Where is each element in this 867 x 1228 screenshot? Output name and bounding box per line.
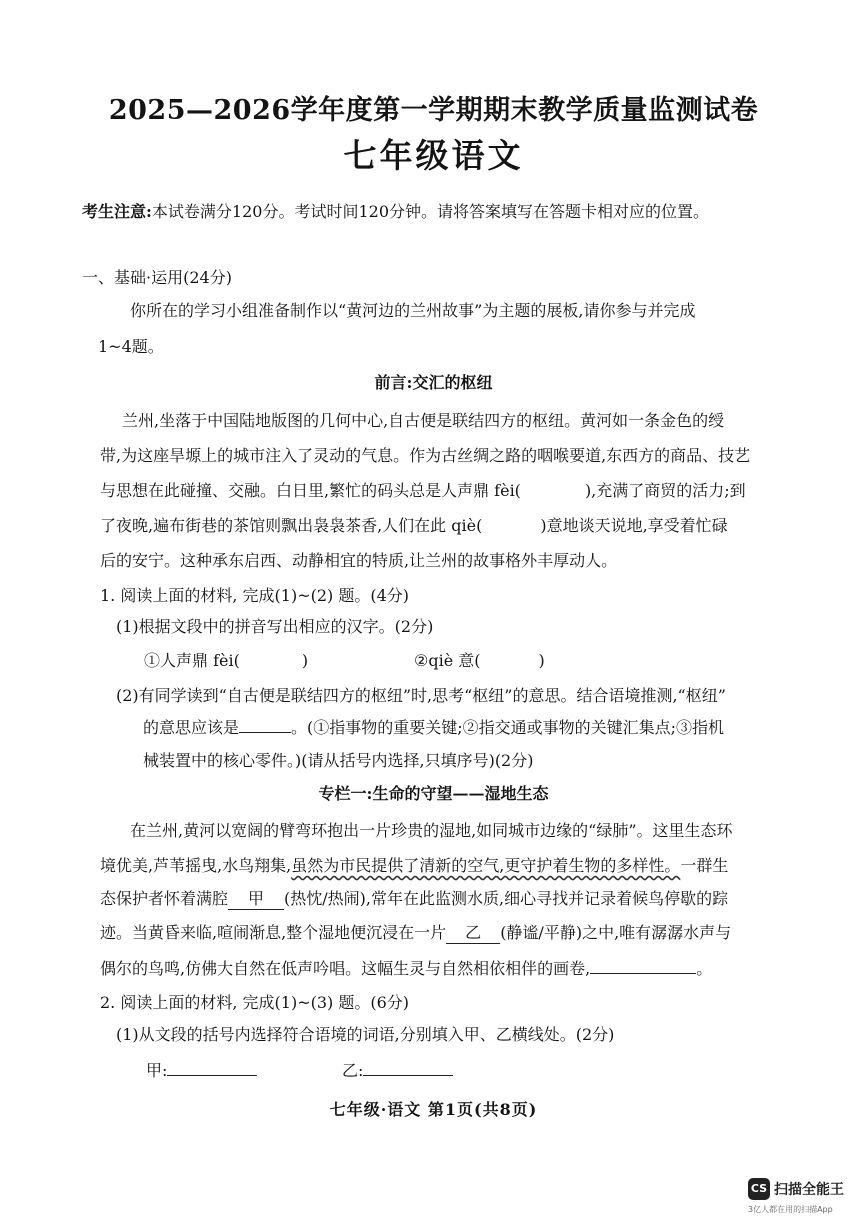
column-1-line-4-b: (静谧/平静)之中,唯有潺潺水声与	[500, 923, 732, 942]
column-1-line-2	[100, 853, 728, 876]
answer-yi-label: 乙:	[342, 1061, 364, 1080]
question-1-part-2-line-3: 械装置中的核心零件。)(请从括号内选择,只填序号)(2分)	[143, 751, 534, 770]
preface-line-1: 兰州,坐落于中国陆地版图的几何中心,自古便是联结四方的枢纽。黄河如一条金色的绶	[122, 411, 725, 430]
sentence-blank[interactable]	[590, 973, 696, 974]
column-1-line-1: 在兰州,黄河以宽阔的臂弯环抱出一片珍贵的湿地,如同城市边缘的“绿肺”。这里生态环	[130, 821, 733, 840]
preface-line-3	[100, 478, 746, 501]
notice-text: 本试卷满分120分。考试时间120分钟。请将答案填写在答题卡相对应的位置。	[151, 202, 710, 221]
answer-yi	[342, 1058, 453, 1081]
preface-line-3-text: 与思想在此碰撞、交融。白日里,繁忙的码头总是人声鼎 fèi(	[100, 481, 521, 500]
answer-jia-blank[interactable]	[167, 1075, 257, 1076]
answer-yi-blank[interactable]	[363, 1075, 453, 1076]
exam-title: 2025—2026学年度第一学期期末教学质量监测试卷	[108, 95, 759, 126]
subject-title: 七年级语文	[343, 136, 524, 175]
preface-line-4	[100, 513, 728, 536]
preface-line-4-text-b: )意地谈天说地,享受着忙碌	[540, 516, 728, 535]
exam-notice	[82, 199, 709, 222]
wavy-underlined-sentence: 虽然为市民提供了清新的空气,更守护着生物的多样性。	[291, 856, 681, 875]
column-1-line-5	[100, 956, 712, 979]
scanner-watermark	[748, 1178, 866, 1228]
watermark-app-name: 扫描全能王	[774, 1182, 844, 1198]
column-1-line-5-a: 偶尔的鸟鸣,仿佛大自然在低声吟唱。这幅生灵与自然相依相伴的画卷,	[100, 959, 591, 978]
question-1-part-2-line-2	[143, 715, 724, 738]
question-1-option-1	[144, 648, 308, 671]
option-1-close: )	[301, 651, 309, 670]
part-2-text-b: 。(①指事物的重要关键;②指交通或事物的关键汇集点;③指机	[291, 718, 725, 737]
notice-label: 考生注意:	[82, 202, 152, 221]
answer-jia	[146, 1058, 257, 1081]
question-1-stem: 1. 阅读上面的材料, 完成(1)~(2) 题。(4分)	[100, 586, 410, 605]
column-1-title: 专栏一:生命的守望——湿地生态	[318, 784, 549, 803]
preface-title: 前言:交汇的枢纽	[374, 373, 493, 392]
question-1-option-2	[414, 648, 545, 671]
question-1-part-1: (1)根据文段中的拼音写出相应的汉字。(2分)	[116, 617, 434, 636]
answer-jia-label: 甲:	[146, 1061, 168, 1080]
blank-jia[interactable]: 甲	[228, 886, 284, 910]
option-1-text: ①人声鼎 fèi(	[144, 651, 240, 670]
answer-blank[interactable]	[239, 732, 291, 733]
blank-yi[interactable]: 乙	[446, 920, 500, 944]
section-heading: 一、基础·运用(24分)	[82, 268, 232, 287]
column-1-line-4	[100, 920, 731, 944]
preface-line-5: 后的安宁。这种承东启西、动静相宜的特质,让兰州的故事格外丰厚动人。	[100, 551, 618, 570]
column-1-line-2-b: 一群生	[680, 856, 729, 875]
preface-line-2: 带,为这座旱塬上的城市注入了灵动的气息。作为古丝绸之路的咽喉要道,东西方的商品、技艺	[100, 446, 751, 465]
column-1-line-4-a: 迹。当黄昏来临,喧闹渐息,整个湿地便沉浸在一片	[100, 923, 447, 942]
page-footer: 七年级·语文 第1页(共8页)	[329, 1100, 538, 1119]
camscanner-logo-icon: CS	[748, 1178, 770, 1200]
question-2-part-1: (1)从文段的括号内选择符合语境的词语,分别填入甲、乙横线处。(2分)	[116, 1025, 615, 1044]
preface-line-3-text-b: ),充满了商贸的活力;到	[584, 481, 746, 500]
column-1-line-3-b: (热忱/热闹),常年在此监测水质,细心寻找并记录着候鸟停歇的踪	[284, 889, 729, 908]
option-2-text: ②qiè 意(	[414, 651, 481, 670]
intro-line-2: 1~4题。	[98, 337, 164, 356]
column-1-line-3-a: 态保护者怀着满腔	[100, 889, 229, 908]
part-2-text-a: 的意思应该是	[143, 718, 240, 737]
intro-line-1: 你所在的学习小组准备制作以“黄河边的兰州故事”为主题的展板,请你参与并完成	[130, 301, 696, 320]
question-1-part-2-line-1: (2)有同学读到“自古便是联结四方的枢纽”时,思考“枢纽”的意思。结合语境推测,“枢纽”	[116, 686, 726, 705]
column-1-line-5-b: 。	[696, 959, 713, 978]
option-2-close: )	[538, 651, 545, 670]
column-1-line-3	[100, 886, 728, 910]
column-1-line-2-a: 境优美,芦苇摇曳,水鸟翔集,	[100, 856, 292, 875]
question-2-stem: 2. 阅读上面的材料, 完成(1)~(3) 题。(6分)	[100, 993, 410, 1012]
preface-line-4-text: 了夜晚,遍布街巷的茶馆则飘出袅袅茶香,人们在此 qiè(	[100, 516, 483, 535]
watermark-tagline: 3亿人都在用的扫描App	[748, 1205, 833, 1214]
